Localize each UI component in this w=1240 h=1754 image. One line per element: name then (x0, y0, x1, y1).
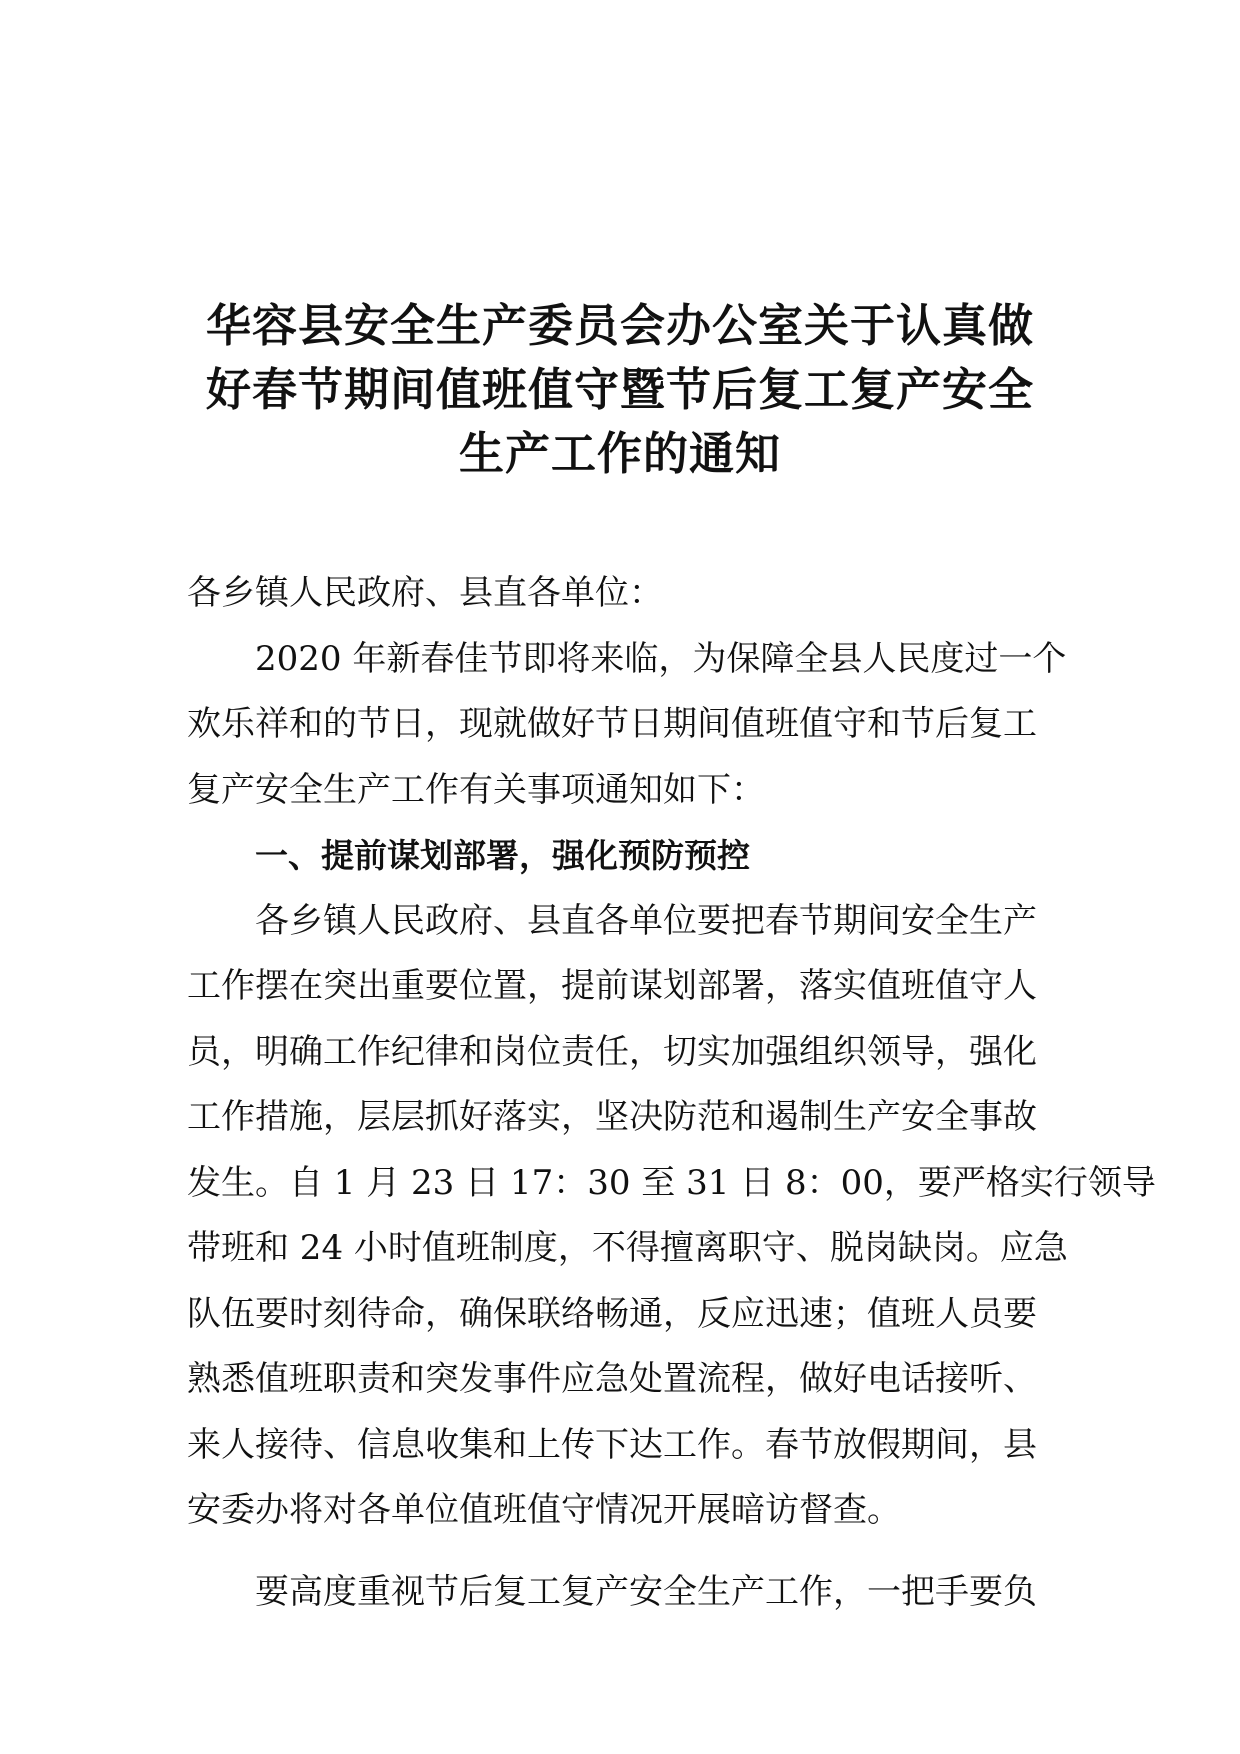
section-1-heading: 一、提前谋划部署，强化预防预控 (255, 836, 750, 875)
intro-line-1: 2020 年新春佳节即将来临，为保障全县人民度过一个 (255, 638, 1067, 679)
title-line-2: 好春节期间值班值守暨节后复工复产安全 (205, 363, 1034, 416)
intro-line-3: 复产安全生产工作有关事项通知如下： (187, 769, 765, 810)
title-line-3: 生产工作的通知 (458, 427, 781, 480)
section-1-line-1: 各乡镇人民政府、县直各单位要把春节期间安全生产 (255, 900, 1037, 941)
document-title (200, 294, 1040, 486)
section-1-line-2: 工作摆在突出重要位置，提前谋划部署，落实值班值守人 (187, 966, 1037, 1006)
intro-paragraph (187, 627, 1067, 824)
salutation: 各乡镇人民政府、县直各单位： (187, 573, 663, 613)
section-1-line-8: 熟悉值班职责和突发事件应急处置流程，做好电话接听、 (187, 1359, 1037, 1399)
section-1-paragraph-2-line-1: 要高度重视节后复工复产安全生产工作，一把手要负 (255, 1571, 1037, 1612)
section-1-line-3: 员，明确工作纪律和岗位责任，切实加强组织领导，强化 (187, 1031, 1037, 1072)
section-1-line-4: 工作措施，层层抓好落实，坚决防范和遏制生产安全事故 (187, 1097, 1037, 1137)
section-1-paragraph (187, 889, 1156, 1544)
section-1-line-10: 安委办将对各单位值班值守情况开展暗访督查。 (187, 1490, 901, 1530)
section-1-line-9: 来人接待、信息收集和上传下达工作。春节放假期间，县 (187, 1424, 1037, 1465)
section-1-line-7: 队伍要时刻待命，确保联络畅通，反应迅速；值班人员要 (187, 1293, 1037, 1334)
document-body (187, 561, 1156, 1625)
section-1-line-6: 带班和 24 小时值班制度，不得擅离职守、脱岗缺岗。应急 (187, 1228, 1068, 1268)
title-line-1: 华容县安全生产委员会办公室关于认真做 (205, 299, 1034, 352)
intro-line-2: 欢乐祥和的节日，现就做好节日期间值班值守和节后复工 (187, 704, 1037, 744)
section-1-line-5: 发生。自 1 月 23 日 17：30 至 31 日 8：00，要严格实行领导 (187, 1162, 1156, 1203)
paragraph-gap (187, 1544, 1053, 1560)
